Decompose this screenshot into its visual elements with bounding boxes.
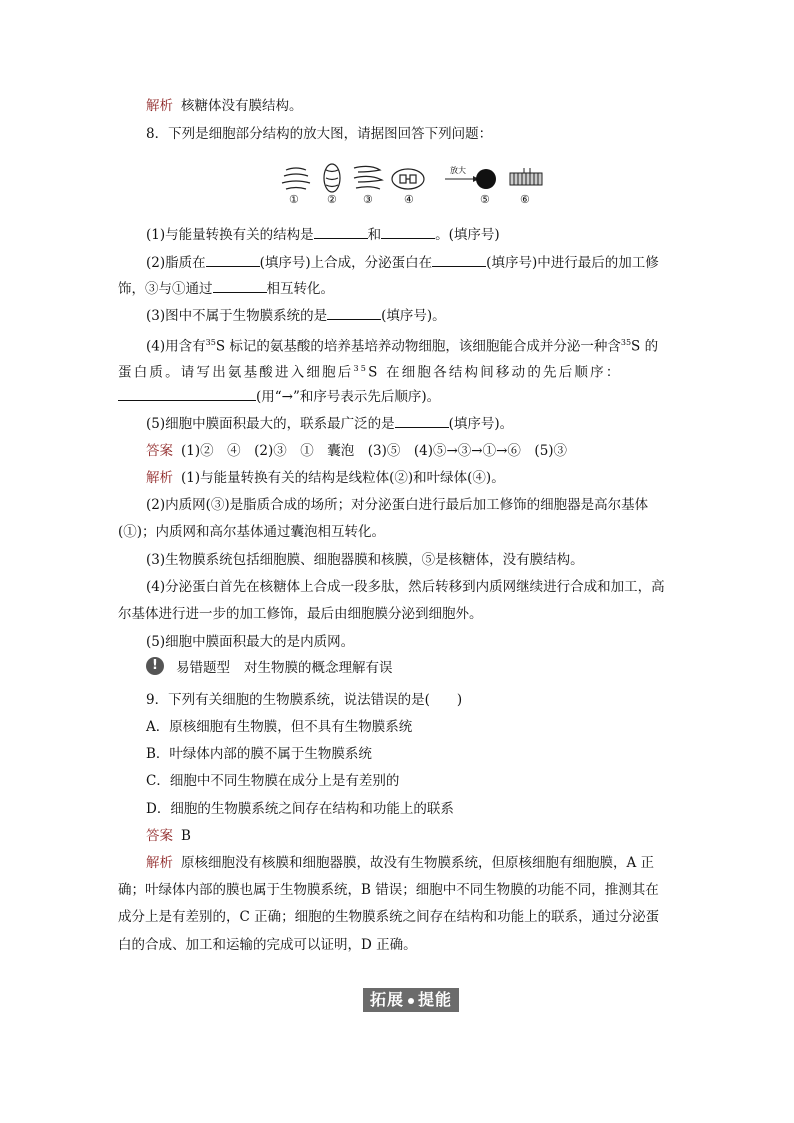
answer-blank[interactable] [206,252,260,267]
explanation-8-4: (4)分泌蛋白首先在核糖体上合成一段多肽，然后转移到内质网继续进行合成和加工，高 [146,579,665,595]
answer-label: 答案 [146,828,173,844]
ribosome-diagram [476,169,496,189]
explanation-label: 解析 [146,855,173,871]
explanation-8-5: (5)细胞中膜面积最大的是内质网。 [146,634,355,650]
answer-blank[interactable] [327,305,381,320]
explanation-8-2: (2)内质网(③)是脂质合成的场所；对分泌蛋白进行最后加工修饰的细胞器是高尔基体 [146,497,649,513]
figure-number: ② [327,193,337,206]
option-c: C．细胞中不同生物膜在成分上是有差别的 [146,773,400,789]
option-a: A．原核细胞有生物膜，但不具有生物膜系统 [146,719,413,735]
error-type-heading: 易错题型 对生物膜的概念理解有误 [176,660,393,676]
explanation-9-cont2: 成分上是有差别的，C 正确；细胞的生物膜系统之间存在结构和功能上的联系，通过分泌蛋 [118,909,660,925]
question-8-title: 8．下列是细胞部分结构的放大图，请据图回答下列问题： [146,126,493,142]
option-b: B．叶绿体内部的膜不属于生物膜系统 [146,746,372,762]
answer-blank[interactable] [314,224,368,239]
explanation-8-2-cont: (①)；内质网和高尔基体通过囊泡相互转化。 [118,524,386,540]
question-8-part-4-cont: 蛋白质。请写出氨基酸进入细胞后$^{35}$S 在细胞各结构间移动的先后顺序： [118,364,622,381]
chloroplast-diagram [392,169,424,189]
question-8-part-4-cont2: (用“→”和序号表示先后顺序)。 [118,386,678,407]
option-d: D．细胞的生物膜系统之间存在结构和功能上的联系 [146,801,454,817]
section-banner: 拓展 提能 [363,988,459,1012]
answer-blank[interactable] [118,386,256,401]
figure-number: ④ [404,193,414,206]
er-diagram [354,166,382,189]
answer-9: 答案 B [146,828,191,844]
explanation-label: 解析 [146,98,173,114]
figure-numbers [280,193,550,209]
answer-label: 答案 [146,443,173,459]
question-8-part-4: (4)用含有$^{35}$S 标记的氨基酸的培养基培养动物细胞，该细胞能合成并分泌一种含$^{35}$S 的 [146,338,659,355]
explanation-9-cont3: 白的合成、加工和运输的完成可以证明，D 正确。 [118,937,417,953]
zoom-label: 放大 [450,166,466,175]
figure-number: ⑥ [520,193,530,206]
question-8-part-1: (1)与能量转换有关的结构是 和 。(填序号) [146,224,706,245]
question-9-title: 9．下列有关细胞的生物膜系统，说法错误的是( ) [146,692,463,708]
question-8-part-3: (3)图中不属于生物膜系统的是 (填序号)。 [146,305,706,326]
explanation-prev: 解析 核糖体没有膜结构。 [146,98,303,114]
figure-number: ⑤ [480,193,490,206]
cell-membrane-diagram [510,168,542,185]
explanation-9: 解析 原核细胞没有核膜和细胞器膜，故没有生物膜系统，但原核细胞有细胞膜，A 正 [146,855,655,871]
question-8-part-2: (2)脂质在 (填序号)上合成，分泌蛋白在 (填序号)中进行最后的加工修 [146,252,706,273]
explanation-label: 解析 [146,470,173,486]
answer-blank[interactable] [381,224,435,239]
golgi-diagram [282,168,310,189]
answer-blank[interactable] [213,278,267,293]
banner-dot-icon [408,998,414,1004]
question-8-part-5: (5)细胞中膜面积最大的，联系最广泛的是 (填序号)。 [146,413,706,434]
answer-8: 答案 (1)② ④ (2)③ ① 囊泡 (3)⑤ (4)⑤→③→①→⑥ (5)③ [146,443,568,459]
explanation-8-1: 解析 (1)与能量转换有关的结构是线粒体(②)和叶绿体(④)。 [146,470,505,486]
answer-blank[interactable] [432,252,486,267]
warning-icon: ! [146,657,164,675]
figure-number: ① [289,193,299,206]
question-8-part-2-cont: 饰，③与①通过 相互转化。 [118,278,678,299]
figure-number: ③ [363,193,373,206]
explanation-8-3: (3)生物膜系统包括细胞膜、细胞器膜和核膜，⑤是核糖体，没有膜结构。 [146,552,584,568]
explanation-9-cont: 确；叶绿体内部的膜也属于生物膜系统，B 错误；细胞中不同生物膜的功能不同，推测其在 [118,882,659,898]
explanation-8-4-cont: 尔基体进行进一步的加工修饰，最后由细胞膜分泌到细胞外。 [118,606,483,622]
answer-blank[interactable] [395,413,449,428]
mitochondrion-diagram [324,164,340,192]
